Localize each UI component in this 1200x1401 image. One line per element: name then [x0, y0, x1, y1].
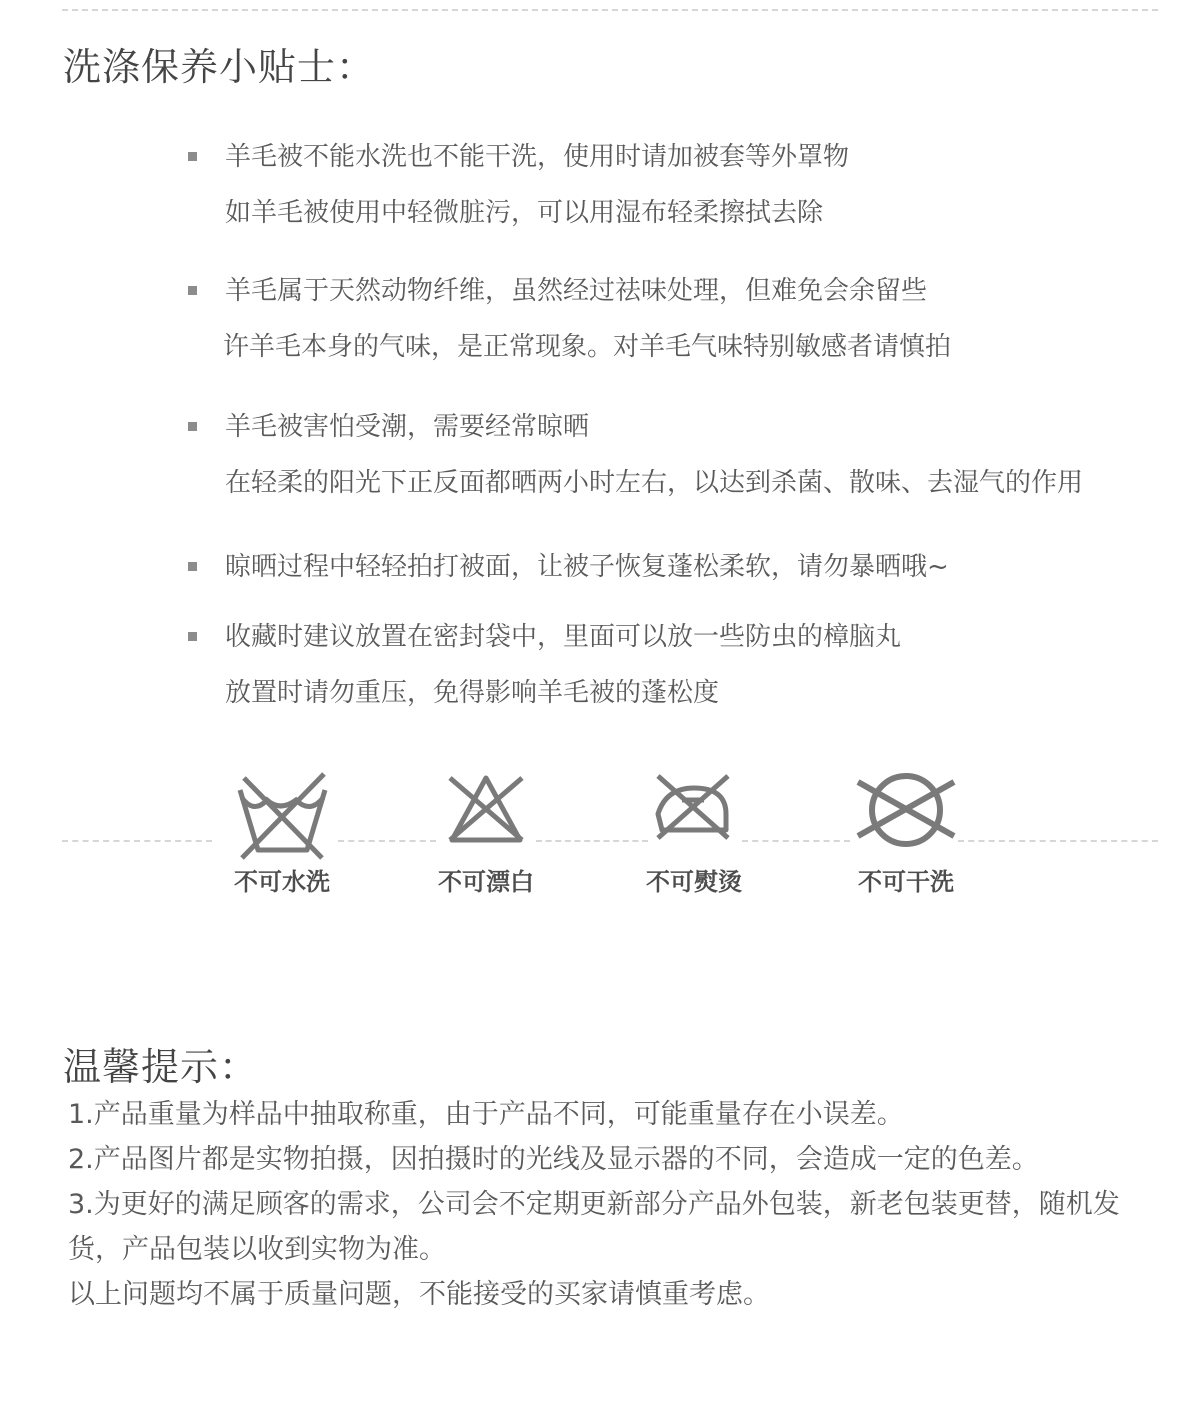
no-bleach-icon	[416, 768, 556, 868]
tip-line: 羊毛被害怕受潮，需要经常晾晒	[225, 412, 590, 442]
reminder-note: 2.产品图片都是实物拍摄，因拍摄时的光线及显示器的不同，会造成一定的色差。	[68, 1144, 1039, 1175]
tip-line: 在轻柔的阳光下正反面都晒两小时左右，以达到杀菌、散味、去湿气的作用	[225, 468, 1084, 498]
tip-line: 放置时请勿重压，免得影响羊毛被的蓬松度	[225, 678, 720, 708]
tip-line: 晾晒过程中轻轻拍打被面，让被子恢复蓬松柔软，请勿暴晒哦~	[225, 552, 949, 582]
no-iron-icon	[624, 768, 764, 868]
care-symbol-no-dry-clean	[836, 768, 976, 898]
bullet-icon	[188, 286, 197, 295]
care-divider	[958, 840, 1158, 842]
tip-line: 羊毛被不能水洗也不能干洗，使用时请加被套等外罩物	[225, 142, 850, 172]
reminder-note: 以上问题均不属于质量问题，不能接受的买家请慎重考虑。	[68, 1279, 770, 1310]
tip-line: 许羊毛本身的气味，是正常现象。对羊毛气味特别敏感者请慎拍	[223, 332, 952, 362]
no-dry-clean-icon	[836, 768, 976, 868]
bullet-icon	[188, 632, 197, 641]
care-divider	[62, 840, 212, 842]
reminder-note: 3.为更好的满足顾客的需求，公司会不定期更新部分产品外包装，新老包装更替，随机发货，产品包装以收到实物为准。	[68, 1189, 1120, 1265]
care-tips-title: 洗涤保养小贴士：	[63, 45, 376, 89]
reminder-title: 温馨提示：	[63, 1045, 259, 1089]
bullet-icon	[188, 422, 197, 431]
tip-line: 如羊毛被使用中轻微脏污，可以用湿布轻柔擦拭去除	[225, 198, 824, 228]
top-divider	[62, 9, 1158, 11]
care-symbol-no-wash	[212, 768, 352, 898]
care-label: 不可干洗	[858, 868, 954, 896]
bullet-icon	[188, 562, 197, 571]
reminder-note: 1.产品重量为样品中抽取称重，由于产品不同，可能重量存在小误差。	[68, 1099, 904, 1130]
no-wash-icon	[212, 768, 352, 868]
bullet-icon	[188, 152, 197, 161]
care-symbol-no-iron	[624, 768, 764, 898]
care-symbol-no-bleach	[416, 768, 556, 898]
tip-line: 羊毛属于天然动物纤维，虽然经过祛味处理，但难免会余留些	[225, 276, 928, 306]
care-label: 不可漂白	[438, 868, 534, 896]
care-label: 不可熨烫	[646, 868, 742, 896]
care-label: 不可水洗	[234, 868, 330, 896]
tip-line: 收藏时建议放置在密封袋中，里面可以放一些防虫的樟脑丸	[225, 622, 902, 652]
reminder-notes	[68, 1092, 1168, 1317]
